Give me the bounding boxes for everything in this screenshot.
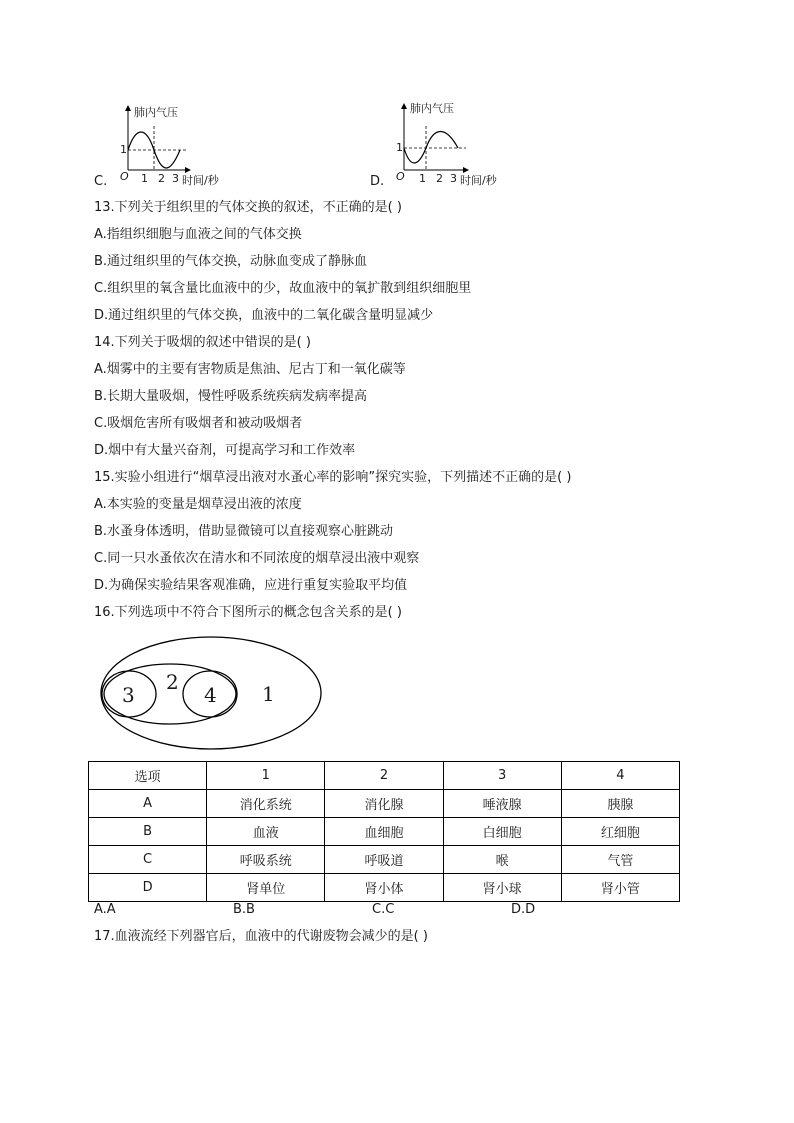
table-header-cell: 选项 <box>89 762 207 790</box>
q15-option-a: A.本实验的变量是烟草浸出液的浓度 <box>94 497 302 512</box>
graph-d-x-tick-2: 2 <box>436 172 443 185</box>
q14-option-a: A.烟雾中的主要有害物质是焦油、尼古丁和一氧化碳等 <box>94 362 406 377</box>
table-cell: 白细胞 <box>443 818 561 846</box>
graph-c-x-tick-1: 1 <box>141 172 148 185</box>
graph-d-y-label: 肺内气压 <box>410 102 454 115</box>
graph-c-origin: O <box>120 170 129 183</box>
q16-stem: 16.下列选项中不符合下图所示的概念包含关系的是( ) <box>94 605 402 620</box>
venn-label-4: 4 <box>204 683 217 707</box>
q15-option-c: C.同一只水蚤依次在清水和不同浓度的烟草浸出液中观察 <box>94 551 420 566</box>
table-cell: 胰腺 <box>561 790 679 818</box>
table-cell: 肾小管 <box>561 874 679 902</box>
table-cell: 消化系统 <box>207 790 325 818</box>
table-header-row <box>89 762 680 790</box>
table-cell: C <box>89 846 207 874</box>
q15-option-d: D.为确保实验结果客观准确，应进行重复实验取平均值 <box>94 578 408 593</box>
graph-c-x-label: 时间/秒 <box>182 174 219 187</box>
table-cell: 血液 <box>207 818 325 846</box>
q16-options-table <box>88 761 680 902</box>
graph-d-x-label: 时间/秒 <box>460 174 497 187</box>
option-label-d: D. <box>370 174 385 189</box>
venn-label-2: 2 <box>166 670 179 694</box>
venn-diagram <box>98 634 324 752</box>
table-header-cell: 1 <box>207 762 325 790</box>
table-cell: D <box>89 874 207 902</box>
table-cell: 气管 <box>561 846 679 874</box>
q14-option-d: D.烟中有大量兴奋剂，可提高学习和工作效率 <box>94 443 356 458</box>
table-cell: 血细胞 <box>325 818 443 846</box>
table-cell: 呼吸系统 <box>207 846 325 874</box>
venn-label-3: 3 <box>122 683 135 707</box>
table-cell: 肾小体 <box>325 874 443 902</box>
table-header-cell: 4 <box>561 762 679 790</box>
graph-c-y-label: 肺内气压 <box>134 106 178 119</box>
table-cell: 喉 <box>443 846 561 874</box>
graph-option-d <box>370 96 520 190</box>
q14-option-b: B.长期大量吸烟，慢性呼吸系统疾病发病率提高 <box>94 389 368 404</box>
table-cell: A <box>89 790 207 818</box>
graph-c-x-tick-3: 3 <box>172 172 179 185</box>
graph-d-origin: O <box>396 170 405 183</box>
q14-option-c: C.吸烟危害所有吸烟者和被动吸烟者 <box>94 416 303 431</box>
table-cell: 红细胞 <box>561 818 679 846</box>
q13-option-c: C.组织里的氧含量比血液中的少，故血液中的氧扩散到组织细胞里 <box>94 281 472 296</box>
graph-d-x-tick-3: 3 <box>450 172 457 185</box>
table-cell: 唾液腺 <box>443 790 561 818</box>
table-row <box>89 874 680 902</box>
table-cell: 呼吸道 <box>325 846 443 874</box>
table-header-cell: 2 <box>325 762 443 790</box>
option-label-c: C. <box>94 174 108 189</box>
venn-label-1: 1 <box>262 682 275 706</box>
q15-option-b: B.水蚤身体透明，借助显微镜可以直接观察心脏跳动 <box>94 524 394 539</box>
q15-stem: 15.实验小组进行“烟草浸出液对水蚤心率的影响”探究实验，下列描述不正确的是( ) <box>94 470 572 485</box>
q16-answer-b: B.B <box>233 902 255 917</box>
q16-answer-c: C.C <box>372 902 395 917</box>
q13-option-a: A.指组织细胞与血液之间的气体交换 <box>94 227 302 242</box>
table-cell: 肾小球 <box>443 874 561 902</box>
table-row <box>89 790 680 818</box>
graph-d-y-tick: 1 <box>396 141 403 154</box>
q14-stem: 14.下列关于吸烟的叙述中错误的是( ) <box>94 335 311 350</box>
graph-c-y-tick: 1 <box>120 143 127 156</box>
table-row <box>89 818 680 846</box>
q16-answer-a: A.A <box>94 902 116 917</box>
table-cell: B <box>89 818 207 846</box>
q16-answer-d: D.D <box>511 902 536 917</box>
q17-stem: 17.血液流经下列器官后，血液中的代谢废物会减少的是( ) <box>94 929 428 944</box>
table-header-cell: 3 <box>443 762 561 790</box>
graph-option-c <box>94 98 219 190</box>
table-cell: 消化腺 <box>325 790 443 818</box>
graph-c-x-tick-2: 2 <box>158 172 165 185</box>
table-cell: 肾单位 <box>207 874 325 902</box>
q13-stem: 13.下列关于组织里的气体交换的叙述，不正确的是( ) <box>94 200 402 215</box>
graph-d-x-tick-1: 1 <box>419 172 426 185</box>
q13-option-d: D.通过组织里的气体交换，血液中的二氧化碳含量明显减少 <box>94 308 434 323</box>
table-row <box>89 846 680 874</box>
q13-option-b: B.通过组织里的气体交换，动脉血变成了静脉血 <box>94 254 368 269</box>
